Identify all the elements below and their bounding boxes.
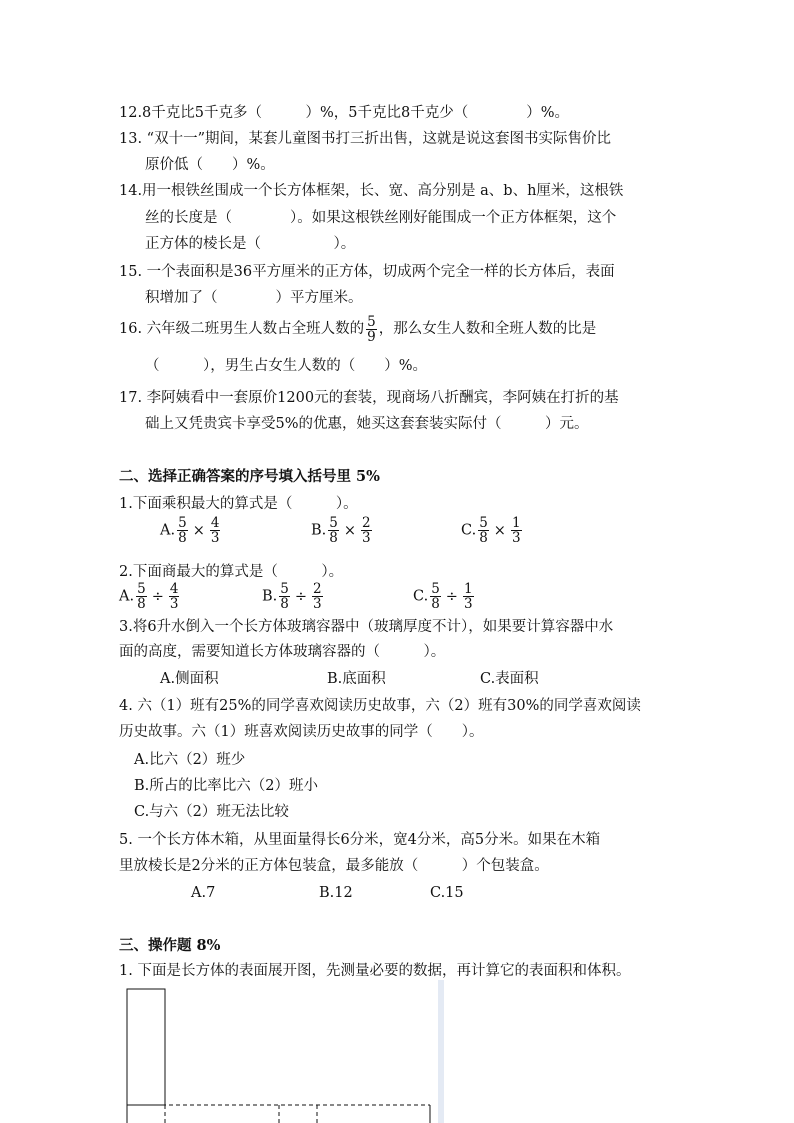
fraction-numerator: 5 xyxy=(137,581,146,597)
choice-4-option-a: A.比六（2）班少 xyxy=(134,752,246,768)
choice-5-option-c: C.15 xyxy=(430,885,464,901)
option-label: C. xyxy=(461,522,477,539)
fraction-numerator: 4 xyxy=(210,515,220,531)
option-label: A. xyxy=(160,522,176,539)
fraction-numerator: 4 xyxy=(169,581,179,597)
fraction-numerator: 5 xyxy=(178,515,187,531)
fraction-denominator: 3 xyxy=(511,530,521,546)
fraction-denominator: 8 xyxy=(280,596,289,612)
fraction-numerator: 1 xyxy=(511,515,521,531)
fraction-denominator: 8 xyxy=(431,596,440,612)
option-label: C. xyxy=(413,588,429,605)
operator: × xyxy=(192,522,205,539)
choice-question-3-line2: 面的高度，需要知道长方体玻璃容器的（ ）。 xyxy=(119,644,446,660)
option-label: B. xyxy=(262,588,278,605)
fraction-denominator: 3 xyxy=(169,596,179,612)
fraction-numerator: 5 xyxy=(367,313,376,330)
choice-question-1: 1.下面乘积最大的算式是（ ）。 xyxy=(119,496,358,512)
fraction-numerator: 2 xyxy=(362,515,371,531)
fraction-denominator: 8 xyxy=(329,530,338,546)
choice-question-4-line1: 4. 六（1）班有25%的同学喜欢阅读历史故事，六（2）班有30%的同学喜欢阅读 xyxy=(119,698,641,714)
operation-question-1: 1. 下面是长方体的表面展开图，先测量必要的数据，再计算它的表面积和体积。 xyxy=(119,963,631,979)
question-14-line3: 正方体的棱长是（ ）。 xyxy=(145,236,356,252)
question-16-line2: （ ），男生占女生人数的（ ）%。 xyxy=(145,358,428,374)
question-17-line2: 础上又凭贵宾卡享受5%的优惠，她买这套套装实际付（ ）元。 xyxy=(145,416,589,432)
question-14-line1: 14.用一根铁丝围成一个长方体框架，长、宽、高分别是 a、b、h厘米，这根铁 xyxy=(119,183,624,199)
fraction-numerator: 5 xyxy=(431,581,440,597)
choice-question-4-line2: 历史故事。六（1）班喜欢阅读历史故事的同学（ ）。 xyxy=(119,724,484,740)
fraction-numerator: 5 xyxy=(479,515,488,531)
choice-question-2: 2.下面商最大的算式是（ ）。 xyxy=(119,564,344,580)
net-top-face xyxy=(127,989,165,1105)
question-12: 12.8千克比5千克多（ ）%，5千克比8千克少（ ）%。 xyxy=(119,105,570,121)
option-label: B. xyxy=(311,522,327,539)
operator: × xyxy=(343,522,357,539)
fraction-denominator: 8 xyxy=(178,530,187,546)
choice-3-option-c: C.表面积 xyxy=(480,671,539,687)
choice-3-option-a: A.侧面积 xyxy=(160,671,219,687)
section-3-title: 三、操作题 8% xyxy=(119,937,221,954)
fraction-numerator: 5 xyxy=(329,515,338,531)
question-13-line2: 原价低（ ）%。 xyxy=(145,157,275,173)
choice-question-3-line1: 3.将6升水倒入一个长方体玻璃容器中（玻璃厚度不计），如果要计算容器中水 xyxy=(119,619,614,635)
fraction-denominator: 9 xyxy=(367,328,376,345)
choice-question-5-line2: 里放棱长是2分米的正方体包装盒，最多能放（ ）个包装盒。 xyxy=(119,858,549,874)
choice-4-option-b: B.所占的比率比六（2）班小 xyxy=(134,778,318,794)
fraction-denominator: 8 xyxy=(479,530,488,546)
fraction-denominator: 3 xyxy=(313,596,322,612)
operator: ÷ xyxy=(445,588,458,605)
choice-5-option-b: B.12 xyxy=(319,885,353,901)
choice-5-option-a: A.7 xyxy=(191,885,216,901)
question-13-line1: 13. “双十一”期间，某套儿童图书打三折出售，这就是说这套图书实际售价比 xyxy=(119,131,611,147)
fraction-numerator: 5 xyxy=(280,581,289,597)
choice-question-5-line1: 5. 一个长方体木箱，从里面量得长6分米，宽4分米，高5分米。如果在木箱 xyxy=(119,832,601,848)
page-divider-bar xyxy=(438,980,444,1123)
fraction-denominator: 8 xyxy=(137,596,146,612)
question-15-line2: 积增加了（ ）平方厘米。 xyxy=(145,290,363,306)
question-17-line1: 17. 李阿姨看中一套原价1200元的套装，现商场八折酬宾，李阿姨在打折的基 xyxy=(119,390,619,406)
question-16-prefix: 16. 六年级二班男生人数占全班人数的 xyxy=(119,321,365,337)
operator: × xyxy=(493,522,506,539)
question-15-line1: 15. 一个表面积是36平方厘米的正方体，切成两个完全一样的长方体后，表面 xyxy=(119,264,615,280)
option-label: A. xyxy=(119,588,135,605)
question-14-line2: 丝的长度是（ ）。如果这根铁丝刚好能围成一个正方体框架，这个 xyxy=(145,210,617,226)
operator: ÷ xyxy=(294,588,308,605)
question-16-suffix: ，那么女生人数和全班人数的比是 xyxy=(378,321,597,337)
operator: ÷ xyxy=(151,588,164,605)
fraction-numerator: 1 xyxy=(463,581,473,597)
fraction-numerator: 2 xyxy=(313,581,322,597)
fraction-denominator: 3 xyxy=(210,530,220,546)
fraction-denominator: 3 xyxy=(463,596,473,612)
choice-4-option-c: C.与六（2）班无法比较 xyxy=(134,804,289,820)
choice-3-option-b: B.底面积 xyxy=(327,671,386,687)
fraction-denominator: 3 xyxy=(362,530,371,546)
section-2-title: 二、选择正确答案的序号填入括号里 5% xyxy=(119,468,380,485)
